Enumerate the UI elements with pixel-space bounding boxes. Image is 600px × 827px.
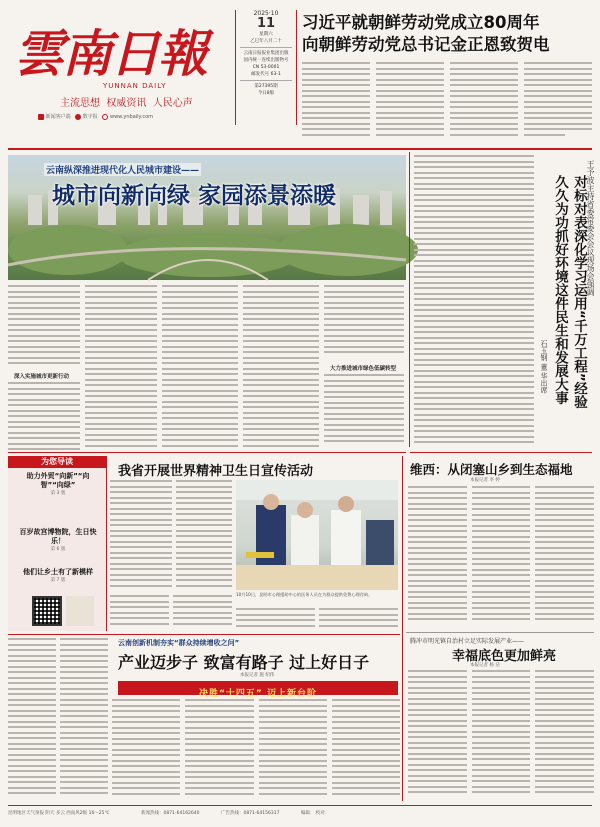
divider-weixi <box>406 632 594 633</box>
health-text-bottom-2 <box>236 608 398 630</box>
index-box <box>8 456 107 631</box>
weixi-text <box>408 486 594 631</box>
date-year-month: 2025·10 <box>253 10 279 17</box>
qr-code-icon-2 <box>66 596 94 626</box>
feature-subhead-1: 深入实施城市更新行动 <box>14 374 70 380</box>
index-item[interactable]: 助力外贸“向新”“向智”“向绿” 第 3 版 <box>26 472 90 496</box>
bottom-text <box>112 699 400 801</box>
feature-text-col2 <box>85 285 157 450</box>
tengchong-kicker: 腾冲市明光镇自治村立足实际发展产业—— <box>410 638 525 645</box>
feature-text-col5 <box>324 285 404 360</box>
right-article-text <box>414 155 534 445</box>
consultation-photo-illustration <box>236 480 398 590</box>
section-rule-1b <box>410 452 592 453</box>
date-day: 11 <box>256 16 276 31</box>
index-item[interactable]: 他们让乡土有了新模样 第 7 版 <box>23 568 93 583</box>
feature-text-col1b <box>8 382 80 452</box>
right-column-title-a: 对标对表深化学习运用“千万工程”经验 <box>571 175 587 409</box>
bottom-kicker: 云南创新机制夯实“群众持续增收之问” <box>118 639 240 647</box>
qr-code-icon <box>32 596 62 626</box>
tengchong-title: 幸福底色更加鲜亮 <box>452 649 557 664</box>
footer <box>8 808 592 820</box>
index-label: 为您导读 <box>8 456 106 468</box>
feature-subhead-2: 大力推进城市绿色低碳转型 <box>330 366 397 372</box>
top-headline-line2: 向朝鲜劳动党总书记金正恩致贺电 <box>302 35 550 54</box>
masthead <box>8 10 233 160</box>
banner-text: 决胜“十四五” 迈上新台阶 <box>199 689 317 699</box>
masthead-logo: 雲南日報 <box>14 24 206 83</box>
footer-rule <box>8 805 592 806</box>
footer-phone-news: 新闻热线：0871-64162640 <box>141 811 200 816</box>
tengchong-text <box>408 670 594 800</box>
footer-phone-ad: 广告热线：0871-64156317 <box>220 811 280 816</box>
health-text-bottom <box>110 595 232 630</box>
feature-photo <box>8 155 406 280</box>
bottom-byline: 本报记者 施 绍伟 <box>240 673 275 678</box>
top-headline-line1: 习近平就朝鲜劳动党成立80周年 <box>302 13 540 32</box>
tengchong-byline: 本报记者 杨 洁 <box>470 663 500 668</box>
footer-editor: 编辑： 校对： <box>300 811 330 816</box>
index-item[interactable]: 百岁故宫博物院，生日快乐！ 第 6 版 <box>19 528 97 552</box>
bottom-banner <box>118 681 398 699</box>
bottom-title: 产业迈步子 致富有路子 过上好日子 <box>118 653 370 672</box>
feature-text-col5b <box>324 374 404 449</box>
right-column-title-b: 久久为功抓好环境这件民生和发展大事 <box>552 175 568 405</box>
date-box: 2025·10 11 星期六 乙巳年八月二十 云南日报报业集团出版 国内统一连续出版物号 CN 53-0001 邮发代号 63-1 第27395期 今日8版 <box>235 10 297 125</box>
health-caption: 10月10日，昆明市心理援助中心的医务人员在为群众提供免费心理咨询。 <box>236 592 373 597</box>
feature-text-col4 <box>243 285 319 450</box>
health-title: 我省开展世界精神卫生日宣传活动 <box>118 464 314 479</box>
masthead-rule <box>8 148 592 150</box>
masthead-english: YUNNAN DAILY <box>103 82 167 90</box>
right-column-rule <box>409 152 410 447</box>
right-column-subtitle: 石玉钢 董 华出席 <box>540 340 548 394</box>
footer-weather: 昆明地区天气预报 阴天 多云 西南风2级 16～25℃ <box>8 811 110 816</box>
bottom-left-text <box>8 638 108 801</box>
health-text-col1 <box>110 480 172 590</box>
top-article-text <box>302 62 592 142</box>
feature-kicker: 云南纵深推进现代化人民城市建设—— <box>44 163 201 176</box>
weixi-byline: 本报记者 李 婷 <box>470 478 500 483</box>
feature-text-col3 <box>162 285 238 450</box>
app-row: 新闻客户端 数字报 www.ynbaily.com <box>38 113 153 120</box>
app-icon-2 <box>75 114 81 120</box>
weixi-title: 维西：从闭塞山乡到生态福地 <box>410 462 573 477</box>
top-headline <box>302 12 550 56</box>
health-text-col2 <box>176 480 232 590</box>
health-photo <box>236 480 398 590</box>
section-rule-2 <box>8 634 400 635</box>
app-icon <box>38 114 44 120</box>
masthead-slogan: 主流思想 权威资讯 人民心声 <box>60 98 193 109</box>
right-column-rule-2 <box>402 456 403 801</box>
feature-title: 城市向新向绿 家园添景添暖 <box>52 183 337 209</box>
globe-icon <box>102 114 108 120</box>
right-column-kicker: 王予波主持省委常委会会议现场会强调 <box>586 160 595 296</box>
section-rule-1 <box>8 452 406 453</box>
